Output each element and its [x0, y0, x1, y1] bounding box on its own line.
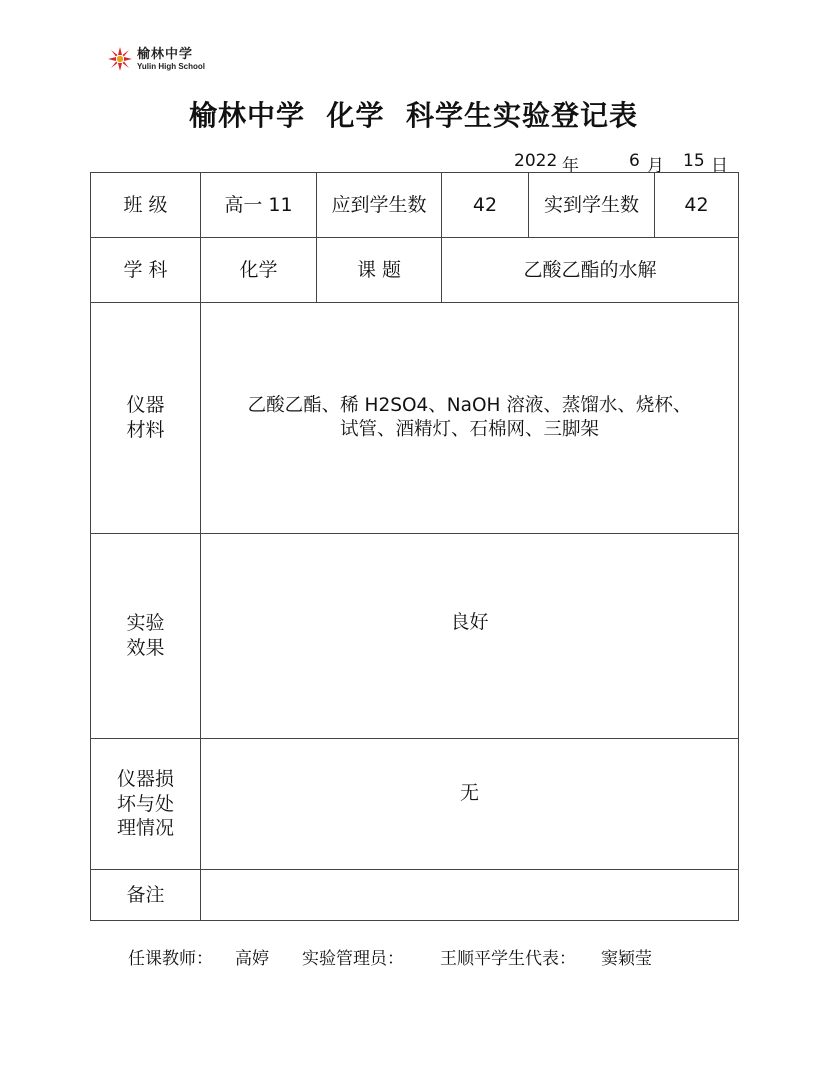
table-row-class — [91, 173, 739, 238]
damage-label-line: 坏与处 — [116, 792, 174, 815]
effect-value — [201, 534, 739, 739]
damage-value-text: 无 — [459, 781, 479, 804]
remark-value — [201, 870, 739, 921]
remark-label: 备注 — [91, 870, 201, 921]
damage-label-line: 仪器损 — [116, 767, 174, 790]
expected-students-value: 42 — [442, 173, 529, 238]
equipment-label-line: 材料 — [126, 419, 165, 441]
date-day: 15 — [683, 151, 705, 171]
manager-name: 王顺平 — [440, 949, 491, 969]
table-row-damage — [91, 739, 739, 870]
equipment-label-line: 仪器 — [126, 394, 165, 417]
school-emblem-icon — [106, 45, 134, 73]
teacher-name: 高婷 — [235, 949, 269, 969]
subject-label: 学 科 — [91, 238, 201, 303]
student-rep-name: 窦颖莹 — [601, 949, 652, 969]
effect-value-text: 良好 — [450, 610, 489, 633]
table-row-equipment — [91, 303, 739, 534]
damage-value — [201, 739, 739, 870]
damage-label-line: 理情况 — [116, 817, 174, 840]
effect-label — [91, 534, 201, 739]
page-title: 榆林中学 化学 科学生实验登记表 — [189, 99, 638, 132]
subject-value: 化学 — [201, 238, 317, 303]
date-year-unit: 年 — [562, 156, 579, 176]
student-rep-label: 学生代表： — [491, 949, 576, 969]
manager-label: 实验管理员： — [302, 949, 404, 969]
date-month: 6 — [629, 151, 640, 171]
topic-value: 乙酸乙酯的水解 — [442, 238, 739, 303]
equipment-value-line: 试管、酒精灯、石棉网、三脚架 — [339, 419, 599, 440]
date-month-unit: 月 — [647, 156, 664, 176]
table-row-remark — [91, 870, 739, 921]
class-label: 班 级 — [91, 173, 201, 238]
logo-name-en: Yulin High School — [137, 61, 205, 71]
logo-name-cn: 榆林中学 — [137, 46, 194, 62]
school-logo — [106, 44, 205, 74]
equipment-label — [91, 303, 201, 534]
equipment-value-line: 乙酸乙酯、稀 H2SO4、NaOH 溶液、蒸馏水、烧杯、 — [247, 394, 692, 416]
effect-label-line: 实验 — [126, 612, 165, 635]
actual-students-value: 42 — [655, 173, 739, 238]
teacher-label: 任课教师： — [128, 949, 213, 969]
date-day-unit: 日 — [711, 156, 728, 176]
equipment-value — [201, 303, 739, 534]
damage-label — [91, 739, 201, 870]
table-row-subject — [91, 238, 739, 303]
topic-label: 课 题 — [317, 238, 442, 303]
effect-label-line: 效果 — [126, 637, 165, 659]
table-row-effect — [91, 534, 739, 739]
date-year: 2022 — [514, 151, 558, 171]
registration-table — [90, 172, 739, 921]
class-value: 高一 11 — [201, 173, 317, 238]
actual-students-label: 实到学生数 — [529, 173, 655, 238]
expected-students-label: 应到学生数 — [317, 173, 442, 238]
